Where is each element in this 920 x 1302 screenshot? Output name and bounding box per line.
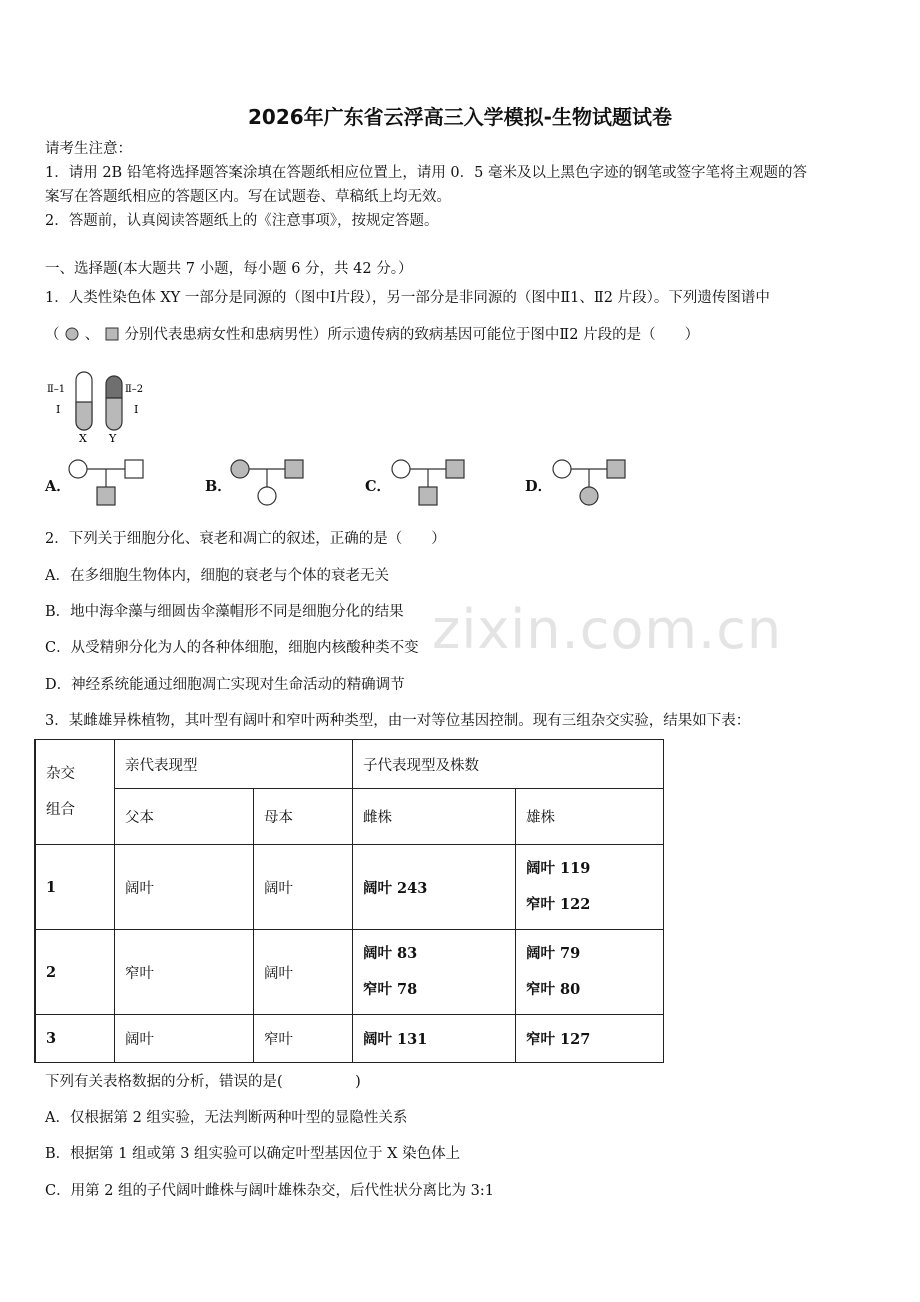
x-homologous-segment — [76, 402, 92, 430]
q1-stem-line1: 1．人类性染色体 XY 一部分是同源的（图中Ⅰ片段），另一部分是非同源的（图中Ⅱ1、Ⅱ2 片段）。下列遗传图谱中 — [45, 290, 770, 306]
q3-option-a[interactable]: A．仅根据第 2 组实验，无法判断两种叶型的显隐性关系 — [45, 1110, 408, 1126]
row2-female-2: 窄叶 78 — [363, 981, 418, 998]
y-top-label: Ⅱ–2 — [125, 384, 144, 395]
q2-stem: 2．下列关于细胞分化、衰老和凋亡的叙述，正确的是（ ） — [45, 531, 446, 547]
row3-group: 3 — [35, 1015, 115, 1063]
row2-father: 窄叶 — [115, 930, 254, 1015]
q1-option-d-pedigree[interactable] — [552, 458, 634, 510]
notice-line-1a: 1．请用 2B 铅笔将选择题答案涂填在答题纸相应位置上，请用 0．5 毫米及以上黑色字迹的钢笔或签字笔将主观题的答 — [45, 165, 807, 181]
section-heading: 一、选择题(本大题共 7 小题，每小题 6 分，共 42 分。） — [45, 261, 413, 277]
notice-line-1b: 案写在答题纸相应的答题区内。写在试题卷、草稿纸上均无效。 — [45, 189, 451, 205]
row2-female — [353, 930, 516, 1015]
q1-paren-open: （ — [45, 327, 60, 343]
row2-mother: 阔叶 — [254, 930, 353, 1015]
q1-option-a-pedigree[interactable] — [68, 458, 150, 510]
q1-option-b-pedigree[interactable] — [230, 458, 312, 510]
table-row — [35, 1015, 664, 1063]
q3-stem: 3．某雌雄异株植物，其叶型有阔叶和窄叶两种类型，由一对等位基因控制。现有三组杂交实验，结果如下表： — [45, 713, 751, 729]
row1-male — [516, 845, 664, 930]
row2-male-2: 窄叶 80 — [526, 981, 581, 998]
header-group-line2: 组合 — [46, 802, 75, 818]
q1-stem-rest: 分别代表患病女性和患病男性）所示遗传病的致病基因可能位于图中Ⅱ2 片段的是（ ） — [124, 327, 700, 343]
row3-female-1: 阔叶 131 — [363, 1031, 428, 1048]
row1-mother: 阔叶 — [254, 845, 353, 930]
q1-option-c-pedigree[interactable] — [391, 458, 473, 510]
q2-option-b[interactable]: B．地中海伞藻与细圆齿伞藻帽形不同是细胞分化的结果 — [45, 604, 404, 620]
header-offspring: 子代表现型及株数 — [353, 740, 664, 789]
notice-heading: 请考生注意： — [45, 141, 132, 157]
row3-mother: 窄叶 — [254, 1015, 353, 1063]
header-parent: 亲代表现型 — [115, 740, 353, 789]
q3-option-c[interactable]: C．用第 2 组的子代阔叶雌株与阔叶雄株杂交，后代性状分离比为 3:1 — [45, 1183, 494, 1199]
table-row — [35, 845, 664, 930]
y-nonhomologous-segment — [106, 376, 122, 398]
row2-male-1: 阔叶 79 — [526, 945, 581, 962]
row2-male — [516, 930, 664, 1015]
q1-option-d-label[interactable]: D． — [525, 478, 553, 495]
x-bottom-label: Ⅰ — [56, 403, 61, 416]
watermark: zixin.com.cn — [432, 598, 783, 661]
q1-option-a-label[interactable]: A． — [45, 478, 71, 495]
row1-female-1: 阔叶 243 — [363, 879, 428, 897]
page-title: 2026年广东省云浮高三入学模拟-生物试题试卷 — [248, 105, 672, 129]
notice-line-2: 2．答题前，认真阅读答题纸上的《注意事项》，按规定答题。 — [45, 213, 439, 229]
header-group-cell — [35, 740, 115, 845]
q2-option-c[interactable]: C．从受精卵分化为人的各种体细胞，细胞内核酸种类不变 — [45, 640, 419, 656]
row2-group: 2 — [35, 930, 115, 1015]
x-label: X — [79, 432, 87, 445]
affected-male-symbol-icon — [105, 327, 119, 341]
row3-female — [353, 1015, 516, 1063]
xy-chromosome-diagram — [44, 370, 164, 450]
table-header-row — [35, 740, 664, 789]
header-group-line1: 杂交 — [46, 766, 75, 782]
header-mother: 母本 — [254, 789, 353, 845]
row1-group: 1 — [35, 845, 115, 930]
y-bottom-label: Ⅰ — [134, 403, 139, 416]
table-row — [35, 930, 664, 1015]
q1-stem-line2 — [45, 325, 699, 345]
q1-option-c-label[interactable]: C． — [365, 478, 392, 495]
row1-female — [353, 845, 516, 930]
table-subheader-row — [35, 789, 664, 845]
header-female: 雌株 — [353, 789, 516, 845]
row1-father: 阔叶 — [115, 845, 254, 930]
row3-father: 阔叶 — [115, 1015, 254, 1063]
q1-option-b-label[interactable]: B． — [205, 478, 232, 495]
q2-option-a[interactable]: A．在多细胞生物体内，细胞的衰老与个体的衰老无关 — [45, 568, 389, 584]
row3-male — [516, 1015, 664, 1063]
q3-question: 下列有关表格数据的分析，错误的是( ) — [45, 1074, 361, 1090]
x-top-label: Ⅱ–1 — [47, 384, 66, 395]
q1-sep: 、 — [84, 327, 100, 343]
cross-results-table — [34, 739, 664, 1063]
q3-option-b[interactable]: B．根据第 1 组或第 3 组实验可以确定叶型基因位于 X 染色体上 — [45, 1146, 461, 1162]
y-label: Y — [109, 432, 117, 445]
header-male: 雄株 — [516, 789, 664, 845]
header-father: 父本 — [115, 789, 254, 845]
affected-female-symbol-icon — [65, 327, 79, 341]
row1-male-1: 阔叶 119 — [526, 860, 591, 877]
row2-female-1: 阔叶 83 — [363, 945, 418, 962]
row3-male-1: 窄叶 127 — [526, 1031, 591, 1048]
q2-option-d[interactable]: D．神经系统能通过细胞凋亡实现对生命活动的精确调节 — [45, 677, 405, 693]
row1-male-2: 窄叶 122 — [526, 896, 591, 913]
y-homologous-segment — [106, 398, 122, 430]
